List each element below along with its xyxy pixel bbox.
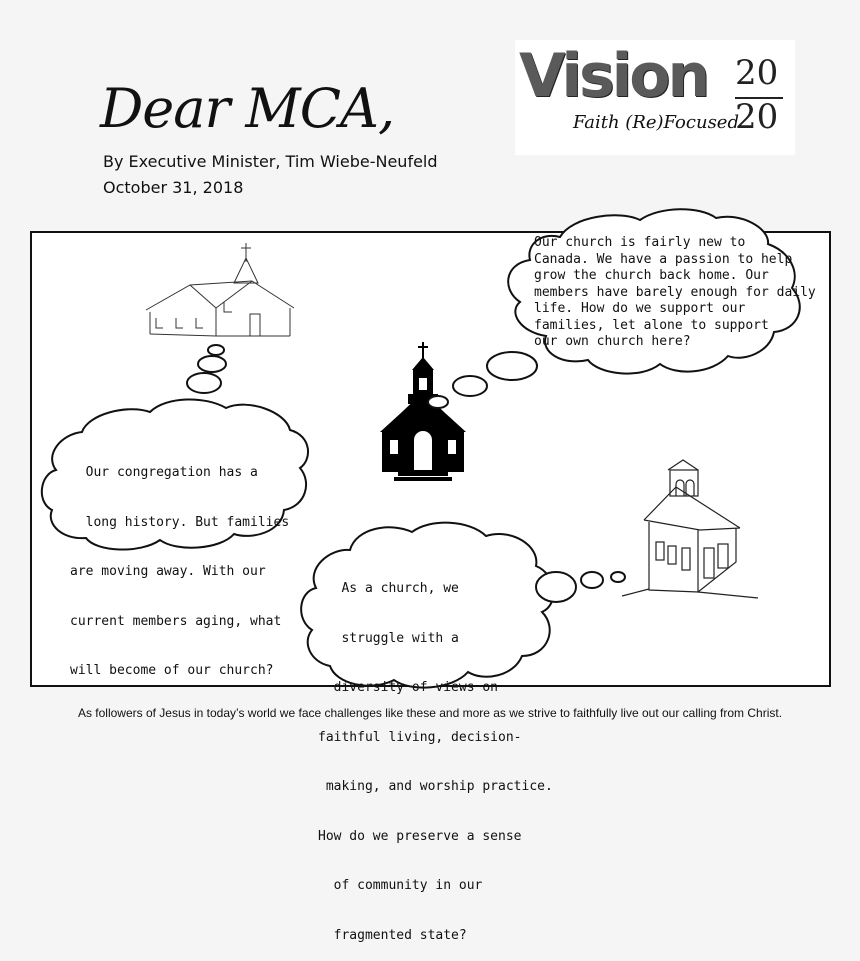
bubble-line: fragmented state? (318, 927, 467, 943)
logo-word: Vision (519, 41, 708, 111)
church-sketch-icon (146, 243, 294, 336)
bubble-line: grow the church back home. Our (534, 268, 769, 283)
bubble-line: families, let alone to support (534, 317, 769, 333)
bubble-line: members have barely enough for daily (534, 284, 816, 300)
bubble-text-bottom (318, 548, 553, 961)
bubble-line: of community in our (318, 878, 483, 893)
author-byline: By Executive Minister, Tim Wiebe-Neufeld (103, 152, 438, 171)
bubble-line: struggle with a (318, 630, 459, 646)
bubble-line: long history. But families (70, 514, 290, 530)
bubble-line: diversity of views on (318, 680, 499, 695)
bubble-line: our own church here? (534, 334, 691, 349)
schoolhouse-sketch-icon (621, 452, 759, 601)
bubble-text-top-right (534, 235, 816, 351)
bubble-line: life. How do we support our (534, 301, 746, 316)
bubble-line: are moving away. With our (70, 564, 266, 579)
bubble-line: faithful living, decision- (318, 729, 522, 745)
logo-year-bottom: 20 (735, 97, 779, 137)
bubble-line: Our congregation has a (70, 465, 258, 480)
footer-caption: As followers of Jesus in today’s world we face challenges like these and more as we strive to faithfully live out our calling from Christ. (77, 706, 783, 720)
church-silhouette-icon (347, 337, 497, 485)
publish-date: October 31, 2018 (103, 178, 244, 197)
logo-tagline: Faith (Re)Focused (573, 112, 739, 133)
bubble-line: will become of our church? (70, 663, 274, 678)
bubble-text-left (70, 432, 289, 696)
page-title: Dear MCA, (100, 77, 395, 140)
bubble-line: As a church, we (318, 581, 459, 596)
bubble-line: Canada. We have a passion to help (534, 251, 793, 267)
bubble-line: How do we preserve a sense (318, 828, 522, 844)
logo-year-top: 20 (735, 53, 779, 93)
bubble-line: Our church is fairly new to (534, 235, 746, 250)
bubble-line: making, and worship practice. (318, 779, 553, 794)
bubble-line: current members aging, what (70, 613, 282, 629)
